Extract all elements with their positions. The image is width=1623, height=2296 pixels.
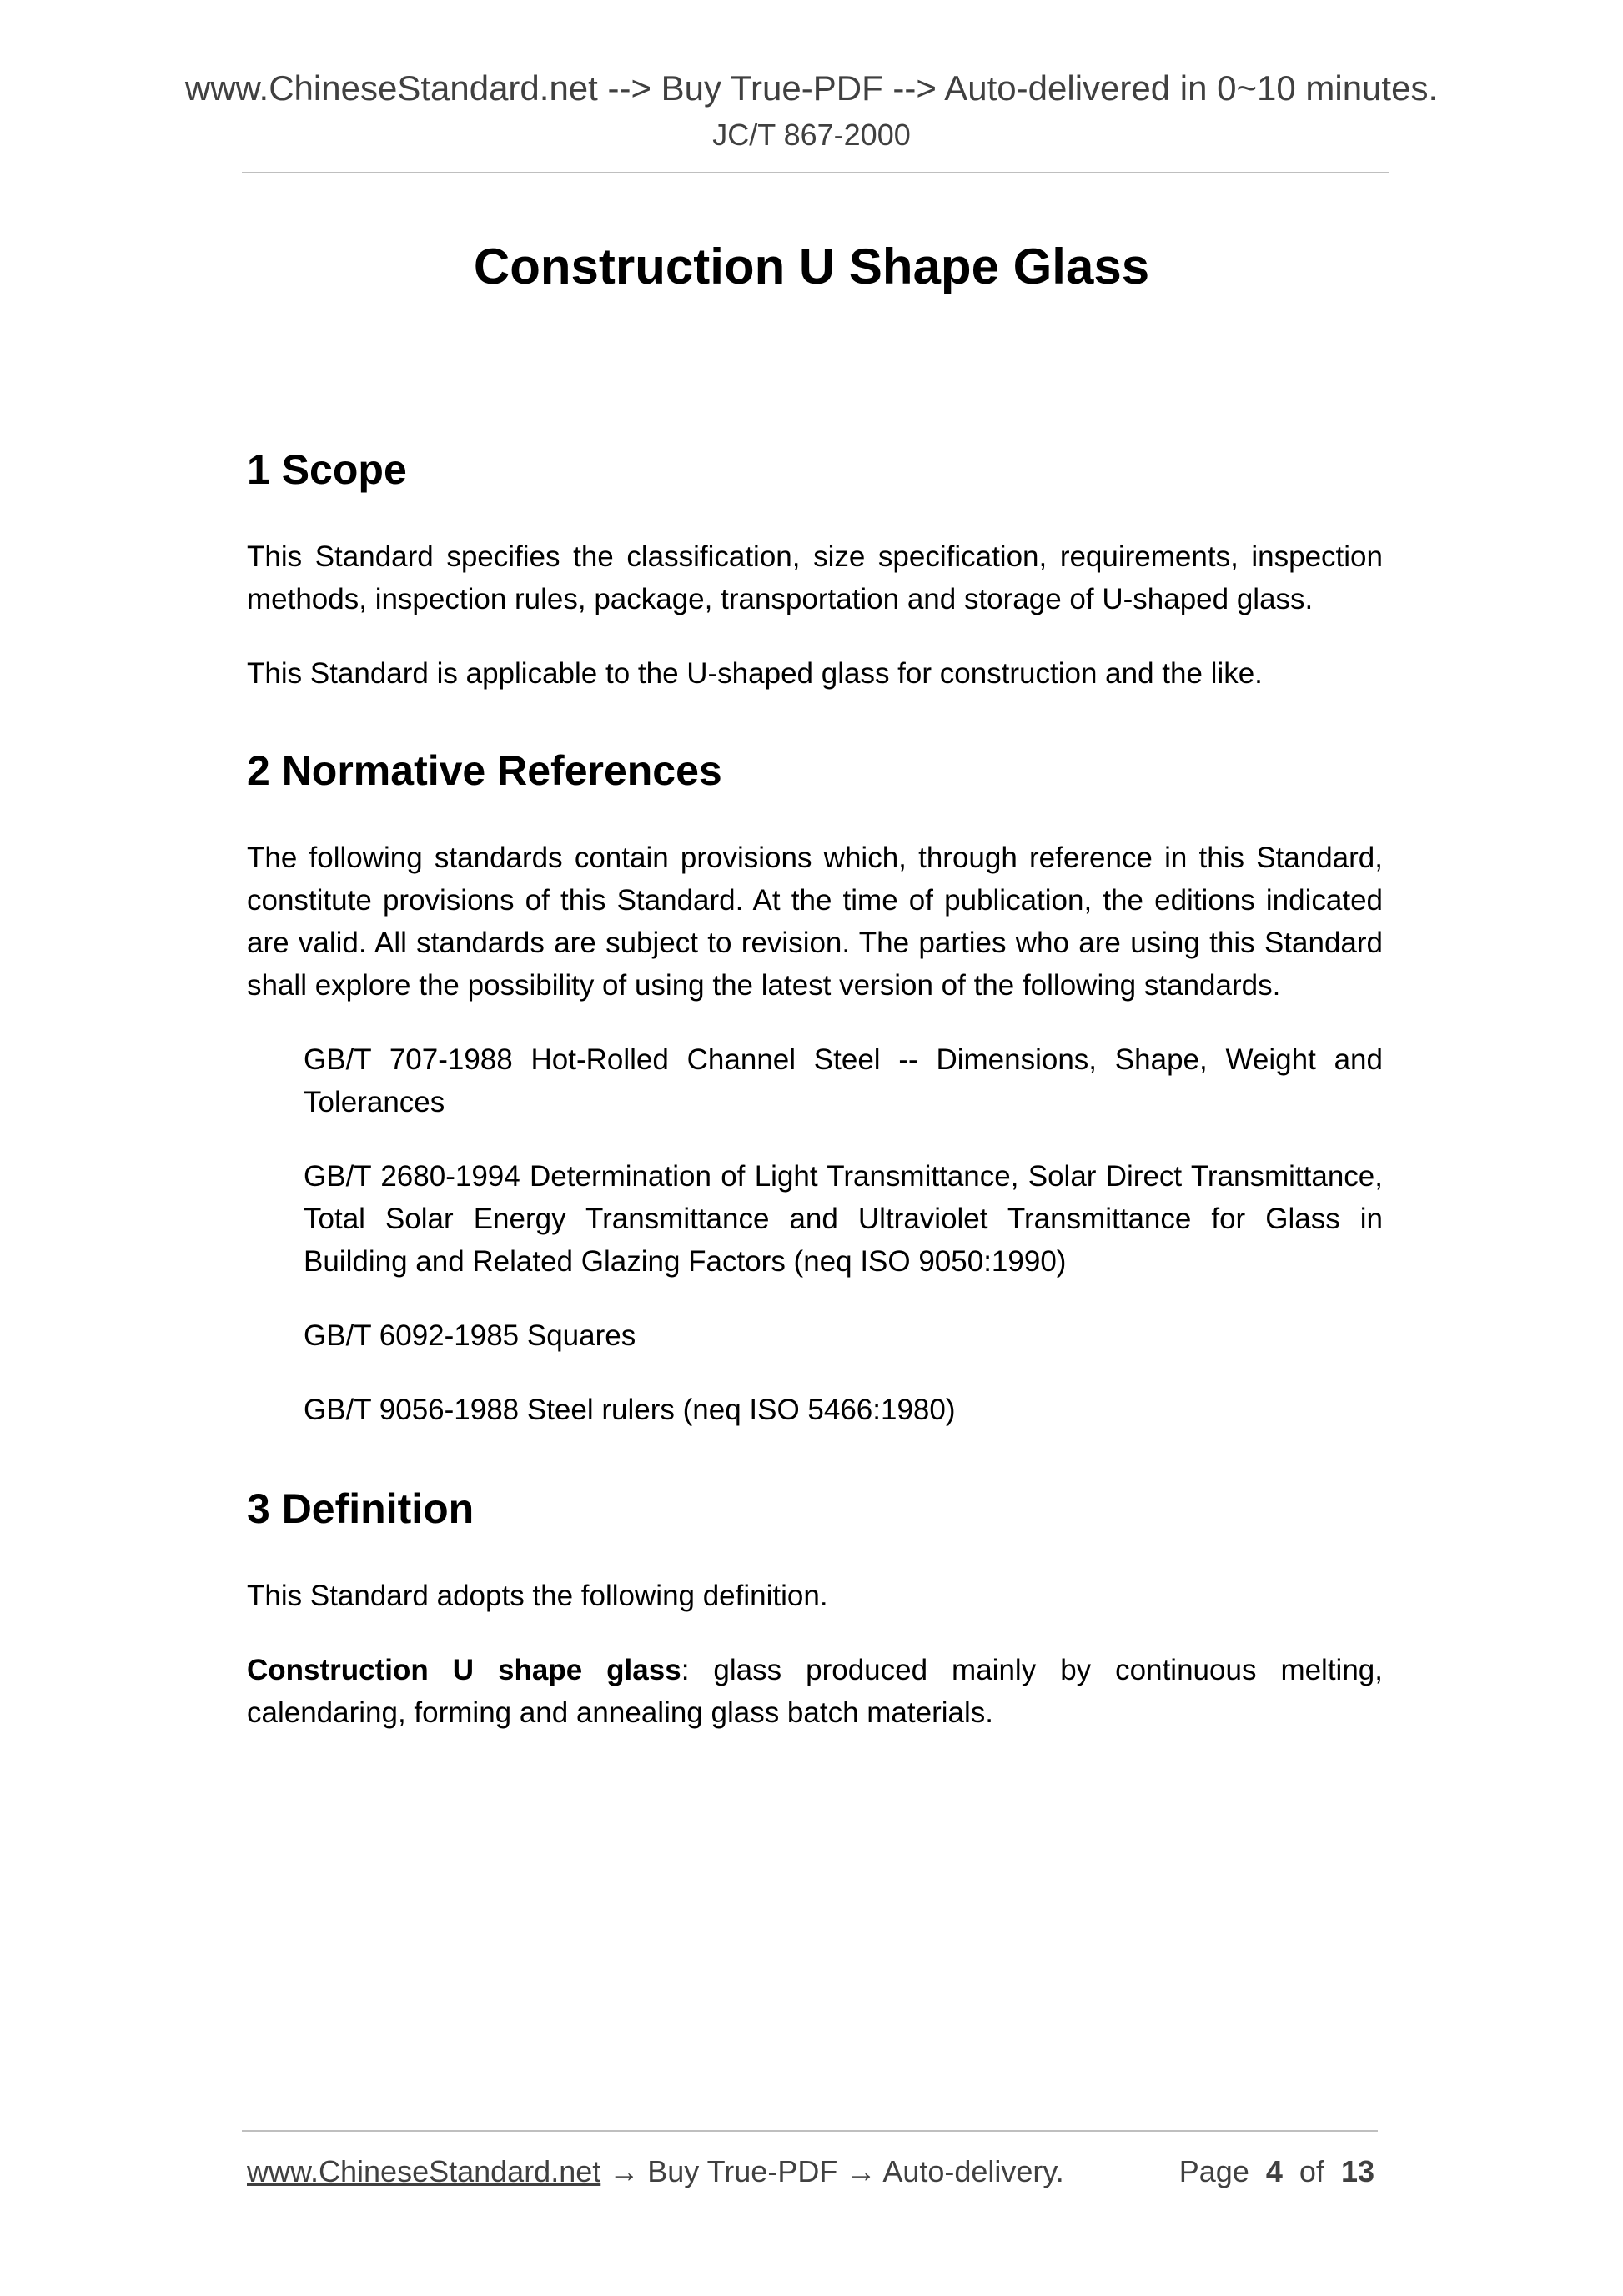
reference-item: GB/T 707-1988 Hot-Rolled Channel Steel -- Dimensions, Shape, Weight and Tolerances [304, 1043, 1383, 1118]
page-number [1179, 2152, 1374, 2192]
section-heading-references: 2 Normative References [247, 747, 722, 794]
header-banner: www.ChineseStandard.net --> Buy True-PDF --> Auto-delivered in 0~10 minutes. [184, 68, 1439, 108]
section-heading-definition: 3 Definition [247, 1485, 475, 1532]
reference-item: GB/T 9056-1988 Steel rulers (neq ISO 5466:1980) [304, 1394, 956, 1426]
page-current: 4 [1265, 2154, 1283, 2188]
references-intro: The following standards contain provisions which, through reference in this Standard, constitute provisions of this Standard. At the time of publication, the editions indicated are valid. All standards are subject to revision. The parties who are using this Standard shall explore the possibility of using the latest version of the following standards. [247, 842, 1383, 1002]
page-label: Page [1178, 2154, 1249, 2188]
footer-divider [242, 2130, 1378, 2132]
definition-text: : glass produced mainly by continuous melting, calendaring, forming and annealing glass batch materials. [247, 1654, 1383, 1729]
page-footer [247, 2152, 1374, 2192]
page-total: 13 [1340, 2154, 1374, 2188]
definition-intro: This Standard adopts the following definition. [247, 1580, 828, 1612]
header-divider [242, 172, 1389, 173]
footer-tagline: → Buy True-PDF → Auto-delivery. [600, 2154, 1064, 2188]
reference-item: GB/T 6092-1985 Squares [304, 1319, 636, 1352]
document-title: Construction U Shape Glass [473, 239, 1150, 294]
definition-term: Construction U shape glass [247, 1654, 681, 1686]
scope-paragraph-1: This Standard specifies the classification, size specification, requirements, inspection methods, inspection rules, package, transportation and storage of U-shaped glass. [247, 540, 1383, 615]
footer-site-link[interactable]: www.ChineseStandard.net [247, 2154, 601, 2188]
page-of: of [1299, 2154, 1324, 2188]
section-heading-scope: 1 Scope [247, 446, 407, 493]
definition-paragraph [247, 1649, 1383, 1734]
document-body [247, 444, 1383, 1766]
reference-item: GB/T 2680-1994 Determination of Light Transmittance, Solar Direct Transmittance, Total Solar Energy Transmittance and Ultraviolet Transmittance for Glass in Building and Related Glazing Factors (neq ISO 9050:1990) [304, 1160, 1383, 1278]
standard-code: JC/T 867-2000 [712, 118, 911, 152]
scope-paragraph-2: This Standard is applicable to the U-shaped glass for construction and the like. [247, 657, 1263, 690]
